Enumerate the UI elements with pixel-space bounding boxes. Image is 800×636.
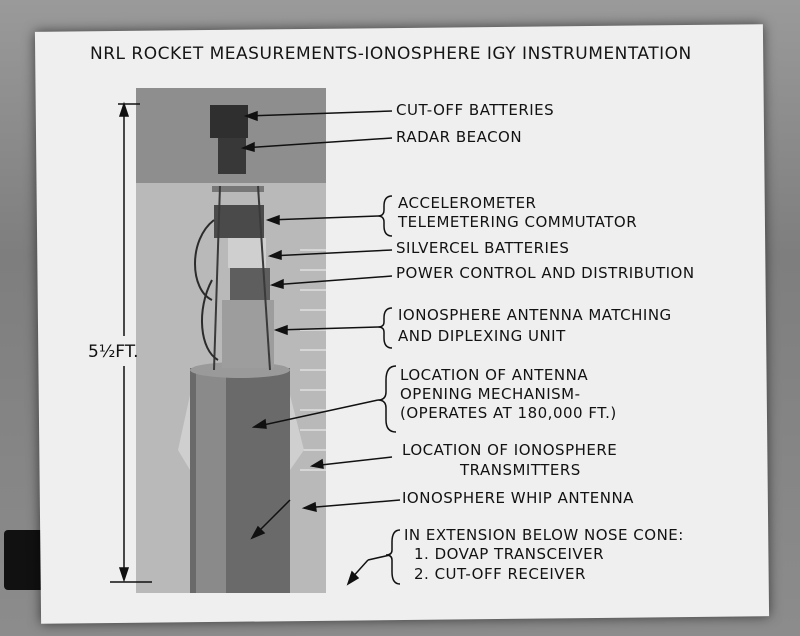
label-ionosphere-location: LOCATION OF IONOSPHERE [402,441,618,459]
label-whip-antenna: IONOSPHERE WHIP ANTENNA [402,489,634,507]
label-telemetering-commutator: TELEMETERING COMMUTATOR [398,213,638,231]
cutoff-battery-unit [210,105,248,138]
label-transmitters: TRANSMITTERS [460,461,581,479]
label-radar-beacon: RADAR BEACON [396,128,523,146]
label-antenna-matching: IONOSPHERE ANTENNA MATCHING [398,306,672,324]
label-antenna-location: LOCATION OF ANTENNA [400,366,589,384]
label-power-control: POWER CONTROL AND DISTRIBUTION [396,264,695,282]
label-cutoff-receiver: 2. CUT-OFF RECEIVER [414,565,586,583]
label-silvercel-batteries: SILVERCEL BATTERIES [396,239,570,257]
label-opening-mechanism: OPENING MECHANISM- [400,385,581,403]
label-accelerometer: ACCELEROMETER [398,194,537,212]
height-dimension-label: 5½FT. [88,342,139,362]
label-operates-altitude: (OPERATES AT 180,000 FT.) [400,404,617,422]
label-diplexing-unit: AND DIPLEXING UNIT [398,327,566,345]
label-dovap-transceiver: 1. DOVAP TRANSCEIVER [414,545,605,563]
accelerometer-module [214,205,264,238]
label-extension-below: IN EXTENSION BELOW NOSE CONE: [404,526,684,544]
radar-beacon-unit [218,138,246,174]
diagram-title: NRL ROCKET MEASUREMENTS-IONOSPHERE IGY INSTRUMENTATION [90,44,692,64]
silvercel-battery-pack [228,238,266,268]
label-cutoff-batteries: CUT-OFF BATTERIES [396,101,555,119]
